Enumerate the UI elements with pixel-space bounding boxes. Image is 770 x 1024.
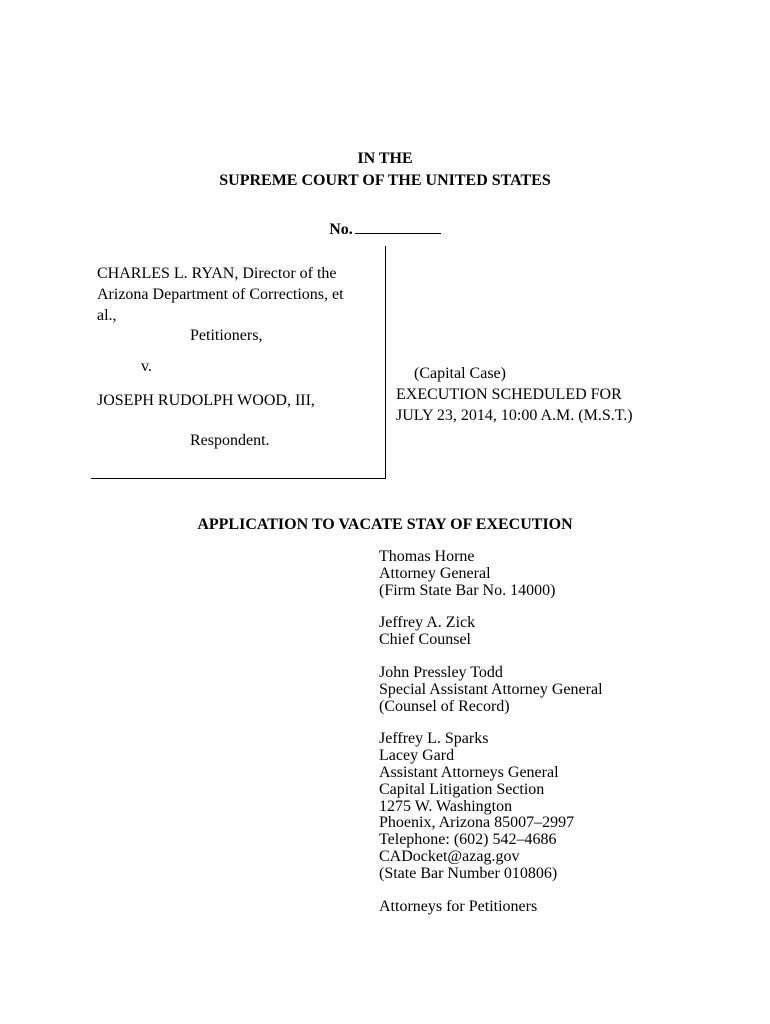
counsel-line: (State Bar Number 010806) <box>379 864 558 882</box>
execution-scheduled-line: EXECUTION SCHEDULED FOR <box>396 386 622 403</box>
counsel-line: Thomas Horne <box>379 548 475 565</box>
petitioner-line: CHARLES L. RYAN, Director of the <box>97 265 337 282</box>
counsel-line: Jeffrey L. Sparks <box>379 730 489 748</box>
docket-label: No. <box>329 221 353 238</box>
docket-number-blank <box>355 219 441 234</box>
counsel-group-assistant-attorneys <box>379 731 603 882</box>
petitioners-label: Petitioners, <box>190 327 263 344</box>
counsel-line: John Pressley Todd <box>379 663 503 681</box>
counsel-line: Phoenix, Arizona 85007–2997 <box>379 814 575 832</box>
versus-label: v. <box>141 358 152 375</box>
counsel-group-attorneys-for <box>379 899 603 916</box>
document-title: APPLICATION TO VACATE STAY OF EXECUTION <box>197 516 573 533</box>
respondent-name: JOSEPH RUDOLPH WOOD, III, <box>97 392 315 409</box>
counsel-group-chief-counsel <box>379 615 603 649</box>
court-heading-line-2: SUPREME COURT OF THE UNITED STATES <box>219 172 551 189</box>
petitioner-line: al., <box>97 307 117 324</box>
counsel-line: (Firm State Bar No. 14000) <box>379 581 556 599</box>
counsel-line: Chief Counsel <box>379 631 471 649</box>
counsel-line: 1275 W. Washington <box>379 797 513 815</box>
counsel-block <box>379 549 603 931</box>
counsel-line: Attorneys for Petitioners <box>379 897 538 915</box>
counsel-line: Lacey Gard <box>379 747 455 765</box>
counsel-group-counsel-of-record <box>379 665 603 715</box>
counsel-line: Jeffrey A. Zick <box>379 614 476 632</box>
court-heading-line-1: IN THE <box>357 150 413 167</box>
counsel-line: Telephone: (602) 542–4686 <box>379 831 557 849</box>
court-heading <box>0 148 770 192</box>
counsel-group-attorney-general <box>379 549 603 599</box>
counsel-line: Special Assistant Attorney General <box>379 680 603 698</box>
execution-date-line: JULY 23, 2014, 10:00 A.M. (M.S.T.) <box>396 407 633 424</box>
petitioner-line: Arizona Department of Corrections, et <box>97 286 344 303</box>
case-status <box>396 363 633 426</box>
respondent-label: Respondent. <box>190 432 270 449</box>
docket-number <box>0 219 770 241</box>
capital-case-label: (Capital Case) <box>414 365 506 382</box>
counsel-line: Assistant Attorneys General <box>379 763 559 781</box>
petitioner-names <box>97 263 379 326</box>
counsel-line: Capital Litigation Section <box>379 780 545 798</box>
counsel-line: (Counsel of Record) <box>379 697 510 715</box>
counsel-line: Attorney General <box>379 564 491 582</box>
counsel-email: CADocket@azag.gov <box>379 847 520 865</box>
